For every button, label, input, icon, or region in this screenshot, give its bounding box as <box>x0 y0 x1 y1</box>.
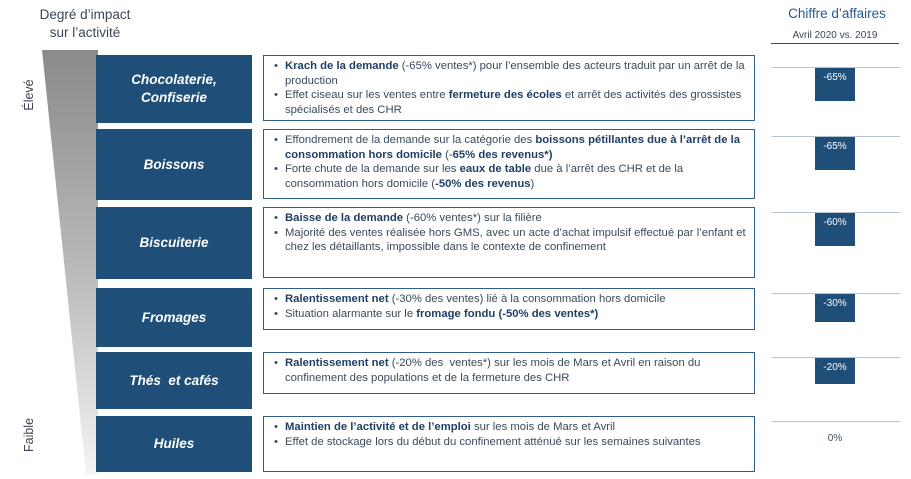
category-chocolaterie-line2: Confiserie <box>140 90 208 105</box>
axis-high-label: Élevé <box>22 79 36 111</box>
bullet-item: • Maintien de l’activité et de l’emploi sur les mois de Mars et Avril <box>272 420 746 435</box>
category-thes-cafes: Thés et cafés <box>96 352 252 409</box>
row-fromages <box>96 288 756 347</box>
bullet-item: • Baisse de la demande (-60% ventes*) sur la filière <box>272 211 746 226</box>
description-biscuiterie <box>263 207 755 278</box>
bullet-item: • Krach de la demande (-65% ventes*) pour l’ensemble des acteurs traduit par un arrêt de la production <box>272 59 746 88</box>
row-chocolaterie <box>96 55 756 123</box>
bullet-item: • Ralentissement net (-20% des ventes*) sur les mois de Mars et Avril en raison du confinement des populations et de la fermeture des CHR <box>272 356 746 385</box>
impact-gradient-wedge <box>42 50 98 474</box>
axis-low-label-box <box>22 400 36 470</box>
axis-high-label-box <box>22 60 36 130</box>
revenue-value-thes-cafes: -20% <box>815 358 855 384</box>
revenue-value-boissons: -65% <box>815 137 855 170</box>
row-thes-cafes <box>96 352 756 409</box>
revenue-value-fromages: -30% <box>815 294 855 322</box>
row-biscuiterie <box>96 207 756 279</box>
bullet-item: • Situation alarmante sur le fromage fondu (-50% des ventes*) <box>272 307 746 322</box>
category-chocolaterie-line1: Chocolaterie, <box>131 72 217 87</box>
revenue-period: Avril 2020 vs. 2019 <box>771 30 899 44</box>
impact-degree-header <box>20 6 150 42</box>
category-biscuiterie: Biscuiterie <box>96 207 252 279</box>
bullet-item: • Effondrement de la demande sur la catégorie des boissons pétillantes due à l’arrêt de la consommation hors domicile (-65% des revenus*) <box>272 133 746 162</box>
row-huiles <box>96 416 756 472</box>
bullet-item: • Majorité des ventes réalisée hors GMS, avec un acte d’achat impulsif effectué par l’enfant et chez les détaillants, impossible dans le contexte de confinement <box>272 226 746 255</box>
revenue-value-biscuiterie: -60% <box>815 213 855 246</box>
axis-low-label: Faible <box>22 417 36 453</box>
category-huiles: Huiles <box>96 416 252 472</box>
bullet-item: • Effet de stockage lors du début du confinement atténué sur les semaines suivantes <box>272 435 746 450</box>
revenue-header: Chiffre d’affaires <box>788 6 886 21</box>
description-chocolaterie <box>263 55 755 121</box>
bullet-item: • Ralentissement net (-30% des ventes) lié à la consommation hors domicile <box>272 292 746 307</box>
revenue-separator <box>772 421 900 422</box>
description-boissons <box>263 129 755 199</box>
description-fromages <box>263 288 755 330</box>
impact-header-line2: sur l’activité <box>49 25 121 40</box>
description-thes-cafes <box>263 352 755 394</box>
revenue-value-chocolaterie: -65% <box>815 68 855 101</box>
category-boissons: Boissons <box>96 129 252 200</box>
revenue-value-huiles: 0% <box>827 433 843 444</box>
category-chocolaterie <box>96 55 252 123</box>
row-boissons <box>96 129 756 200</box>
bullet-item: • Forte chute de la demande sur les eaux de table due à l’arrêt des CHR et de la consommation hors domicile (-50% des revenus) <box>272 162 746 191</box>
category-fromages: Fromages <box>96 288 252 347</box>
description-huiles <box>263 416 755 472</box>
impact-header-line1: Degré d’impact <box>39 7 131 22</box>
bullet-item: • Effet ciseau sur les ventes entre fermeture des écoles et arrêt des activités des grossistes spécialisés et des CHR <box>272 88 746 117</box>
